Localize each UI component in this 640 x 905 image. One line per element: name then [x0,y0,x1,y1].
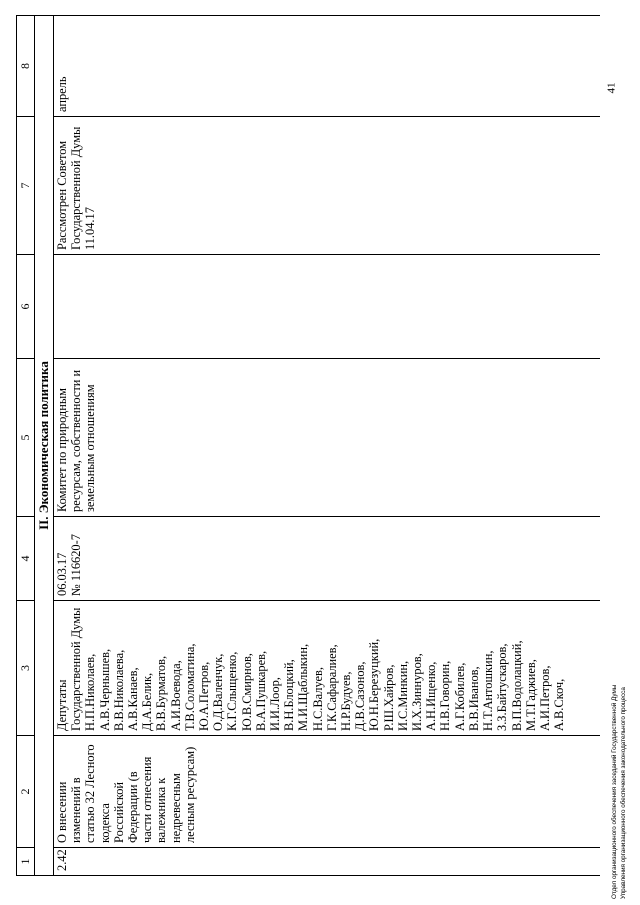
initiator-name: Ю.А.Петров, [197,661,212,731]
initiator-name: В.В.Иванов, [466,666,481,731]
initiator-name: Г.К.Сафаралиев, [324,644,339,731]
section-title: II. Экономическая политика [35,16,54,876]
initiator-name: А.Н.Ищенко, [424,661,439,731]
col-header-8: 8 [17,16,35,117]
section-row [35,16,54,876]
col-header-1: 1 [17,848,35,876]
column-6-cell [54,255,601,359]
initiator-name: М.Т.Гаджиев, [523,659,538,731]
initiator-name: В.А.Пушкарев, [253,650,268,731]
table-row [54,16,601,876]
footer-line-1: Отдел организационного обеспечения заседаний Государственной Думы [611,684,618,899]
initiator-name: Ю.Н.Березуцкий, [367,638,382,731]
initiator-name: В.В.Бурматов, [154,655,169,731]
legislation-table [16,15,600,876]
initiator-name: В.В.Николаева, [111,649,126,731]
col-header-2: 2 [17,736,35,848]
initiator-name: М.И.Щаблыкин, [296,643,311,731]
initiators-list [54,601,601,736]
initiator-name: К.Г.Слыщенко, [225,651,240,731]
initiator-name: Р.Ш.Хайров, [381,664,396,731]
initiator-name: О.Д.Валенчук, [211,653,226,731]
initiator-name: В.Н.Блоцкий, [282,659,297,731]
initiator-name: И.Х.Зиннуров, [410,653,425,731]
initiator-name: Ю.В.Смирнов, [239,653,254,731]
initiator-name: А.В.Канаев, [126,667,141,731]
registration-date: 06.03.17 [55,552,69,596]
col-header-3: 3 [17,601,35,736]
initiator-name: А.В.Чернышев, [97,648,112,731]
row-number: 2.42 [54,848,601,876]
initiator-name: Н.Т.Антошкин, [481,650,496,731]
initiator-name: Государственной Думы [69,607,84,731]
initiator-name: Н.П.Николаев, [83,653,98,731]
col-header-7: 7 [17,117,35,255]
bill-title: О внесении изменений в статью 32 Лесного кодекса Российской Федерации (в части отнесения валежника к недревесным лесным ресурсам) [54,736,601,848]
initiator-name: И.С.Минкин, [395,660,410,731]
footer-line-2: Управления организационного обеспечения законодательного процесса [619,687,627,899]
initiator-name: Д.В.Сазонов, [353,661,368,731]
col-header-6: 6 [17,255,35,359]
initiator-name: А.И.Петров, [537,665,552,731]
column-number-header-row [17,16,35,876]
col-header-5: 5 [17,359,35,517]
col-header-4: 4 [17,517,35,601]
page-number: 41 [605,82,618,94]
initiator-name: Т.В.Соломатина, [182,643,197,731]
initiator-name: А.Г.Кобилев, [452,662,467,731]
footer [611,499,628,899]
month-cell: апрель [54,16,601,117]
initiator-name: А.И.Воевода, [168,660,183,731]
initiator-name: Н.С.Валуев, [310,667,325,731]
registration-number: № 116620-7 [69,534,84,596]
registration-cell [54,517,601,601]
initiator-name: Депутаты [55,679,69,731]
initiator-name: Д.А.Белик, [140,672,155,731]
document-table-rotated [16,16,602,876]
initiator-name: В.П.Водолацкий, [509,640,524,731]
initiator-name: И.И.Лоор, [268,677,283,731]
initiator-name: З.З.Байтускаров, [495,643,510,731]
initiator-name: Н.Р.Будуев, [339,671,354,731]
initiator-name: Н.В.Говорин, [438,660,453,731]
initiator-name: А.В.Скоч, [552,678,567,731]
status-cell: Рассмотрен Советом Государственной Думы 11.04.17 [54,117,601,255]
responsible-committee: Комитет по природным ресурсам, собственности и земельным отношениям [54,359,601,517]
